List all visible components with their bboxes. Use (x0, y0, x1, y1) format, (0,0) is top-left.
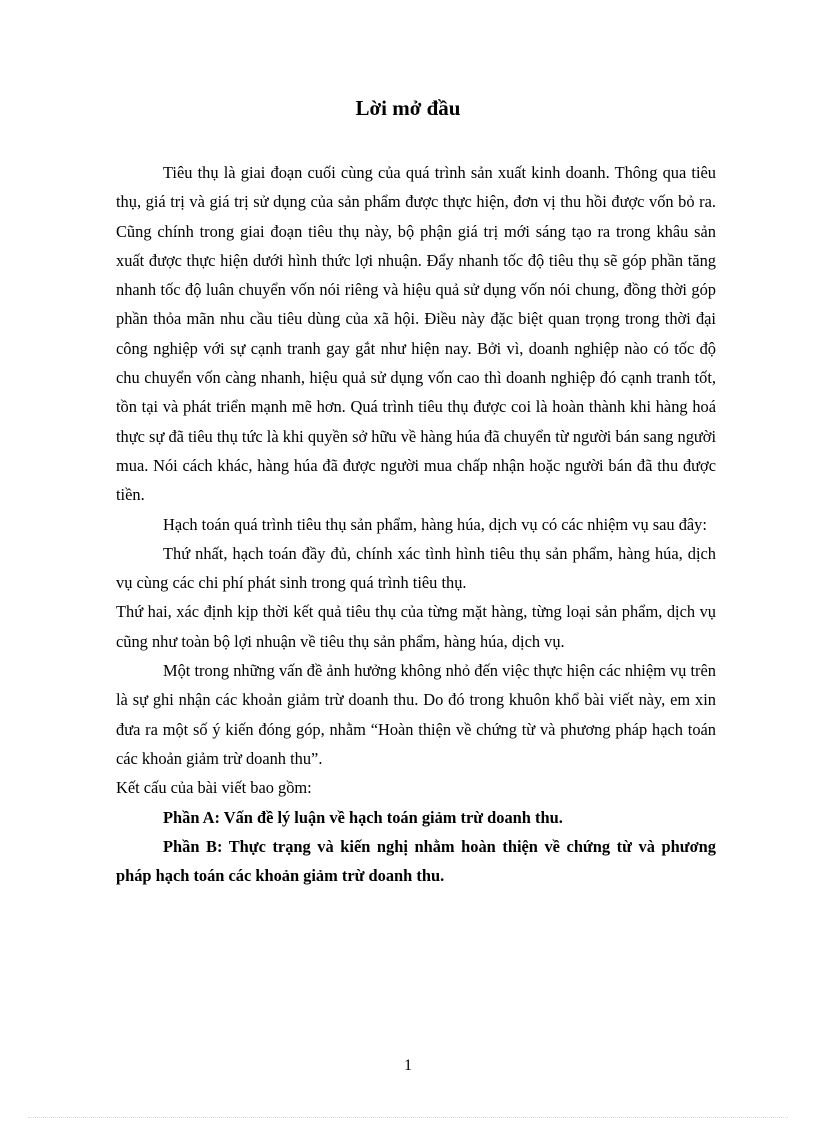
paragraph-intro: Tiêu thụ là giai đoạn cuối cùng của quá trình sản xuất kinh doanh. Thông qua tiêu thụ, giá trị và giá trị sử dụng của sản phẩm được thực hiện, đơn vị thu hồi được vốn bỏ ra. Cũng chính trong giai đoạn tiêu thụ này, bộ phận giá trị mới sáng tạo ra trong khâu sản xuất được thực hiện dưới hình thức lợi nhuận. Đẩy nhanh tốc độ tiêu thụ sẽ góp phần tăng nhanh tốc độ luân chuyển vốn nói riêng và hiệu quả sử dụng vốn nói chung, đồng thời góp phần thỏa mãn nhu cầu tiêu dùng của xã hội. Điều này đặc biệt quan trọng trong thời đại công nghiệp với sự cạnh tranh gay gắt như hiện nay. Bởi vì, doanh nghiệp nào có tốc độ chu chuyển vốn càng nhanh, hiệu quả sử dụng vốn cao thì doanh nghiệp đó cạnh tranh tốt, tồn tại và phát triển mạnh mẽ hơn. Quá trình tiêu thụ được coi là hoàn thành khi hàng hoá thực sự đã tiêu thụ tức là khi quyền sở hữu về hàng húa đã chuyển từ người bán sang người mua. Nói cách khác, hàng húa đã được người mua chấp nhận hoặc người bán đã thu được tiền. (116, 163, 716, 505)
paragraph-task-two: Thứ hai, xác định kịp thời kết quả tiêu thụ của từng mặt hàng, từng loại sản phẩm, dịch vụ cũng như toàn bộ lợi nhuận về tiêu thụ sản phẩm, hàng húa, dịch vụ. (116, 602, 716, 651)
paragraph-task-one: Thứ nhất, hạch toán đầy đủ, chính xác tình hình tiêu thụ sản phẩm, hàng húa, dịch vụ cùng các chi phí phát sinh trong quá trình tiêu thụ. (116, 543, 716, 593)
paragraph-purpose: Một trong những vấn đề ảnh hưởng không nhỏ đến việc thực hiện các nhiệm vụ trên là sự ghi nhận các khoản giảm trừ doanh thu. Do đó trong khuôn khổ bài viết này, em xin đưa ra một số ý kiến đóng góp, nhằm “Hoàn thiện về chứng từ và phương pháp hạch toán các khoản giảm trừ doanh thu”. (116, 661, 716, 768)
page-title: Lời mở đầu (355, 96, 461, 120)
section-part-b: Phần B: Thực trạng và kiến nghị nhằm hoàn thiện về chứng từ và phương pháp hạch toán các khoản giảm trừ doanh thu. (116, 836, 716, 886)
paragraph-tasks: Hạch toán quá trình tiêu thụ sản phẩm, hàng húa, dịch vụ có các nhiệm vụ sau đây: (163, 514, 707, 534)
paragraph-structure: Kết cấu của bài viết bao gồm: (116, 778, 312, 798)
footer-divider (28, 1117, 788, 1118)
page-number: 1 (404, 1057, 412, 1074)
body-text (116, 158, 716, 890)
section-part-a: Phần A: Vấn đề lý luận về hạch toán giảm trừ doanh thu. (163, 807, 563, 827)
